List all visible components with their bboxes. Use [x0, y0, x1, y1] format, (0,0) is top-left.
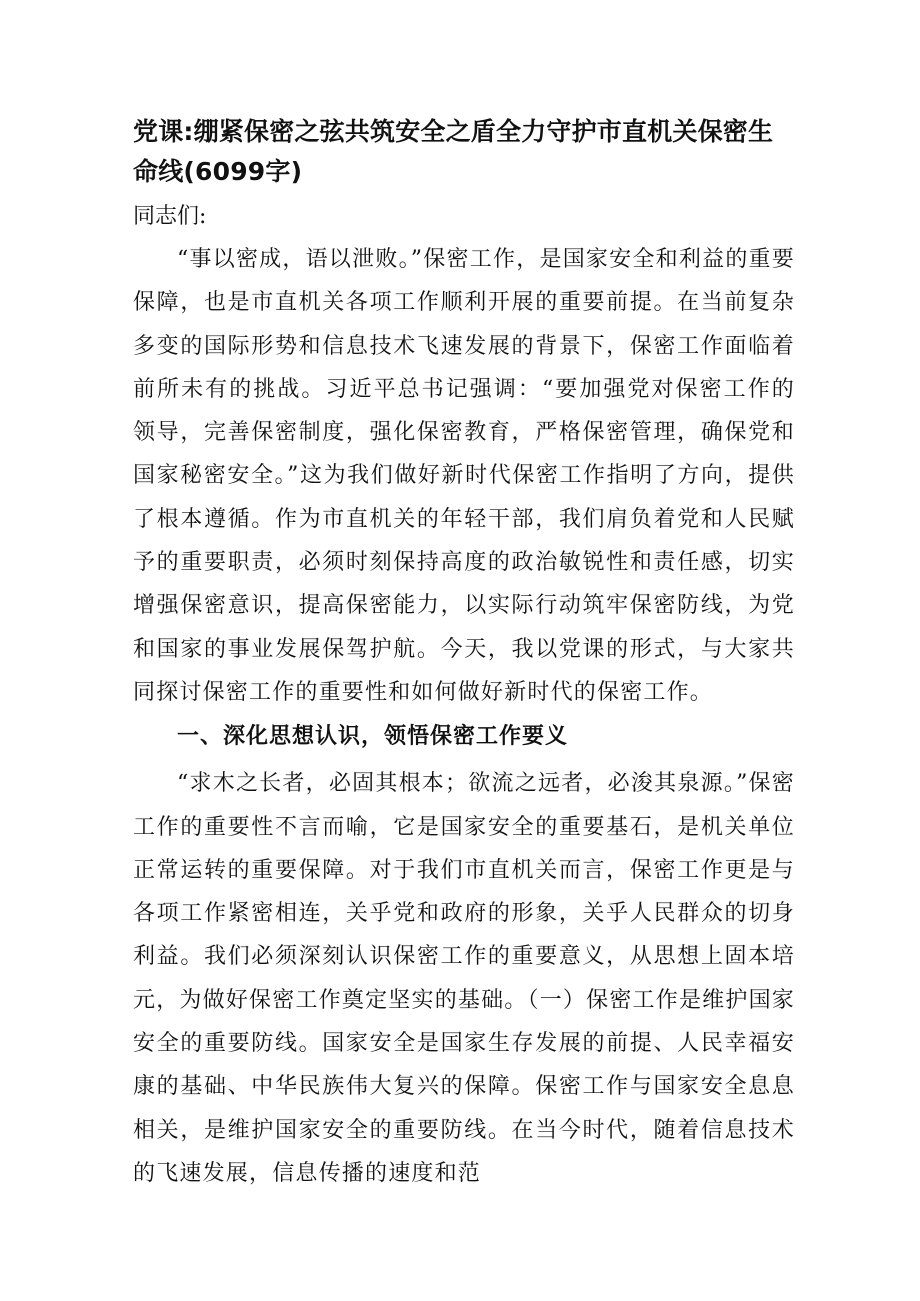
section-1-paragraph: “求木之长者，必固其根本；欲流之远者，必浚其泉源。”保密工作的重要性不言而喻，它是国家安全的重要基石，是机关单位正常运转的重要保障。对于我们市直机关而言，保密工作更是与各项工作紧密相连，关乎党和政府的形象，关乎人民群众的切身利益。我们必须深刻认识保密工作的重要意义，从思想上固本培元，为做好保密工作奠定坚实的基础。（一）保密工作是维护国家安全的重要防线。国家安全是国家生存发展的前提、人民幸福安康的基础、中华民族伟大复兴的保障。保密工作与国家安全息息相关，是维护国家安全的重要防线。在当今时代，随着信息技术的飞速发展，信息传播的速度和范 [133, 771, 795, 1186]
document-body [133, 112, 795, 1195]
section-heading-1: 一、深化思想认识，领悟保密工作要义 [177, 724, 569, 750]
intro-paragraph: “事以密成，语以泄败。”保密工作，是国家安全和利益的重要保障，也是市直机关各项工作顺利开展的重要前提。在当前复杂多变的国际形势和信息技术飞速发展的背景下，保密工作面临着前所未有的挑战。习近平总书记强调：“要加强党对保密工作的领导，完善保密制度，强化保密教育，严格保密管理，确保党和国家秘密安全。”这为我们做好新时代保密工作指明了方向，提供了根本遵循。作为市直机关的年轻干部，我们肩负着党和人民赋予的重要职责，必须时刻保持高度的政治敏锐性和责任感，切实增强保密意识，提高保密能力，以实际行动筑牢保密防线，为党和国家的事业发展保驾护航。今天，我以党课的形式，与大家共同探讨保密工作的重要性和如何做好新时代的保密工作。 [133, 247, 795, 705]
greeting: 同志们: [133, 204, 207, 229]
document-title: 党课:绷紧保密之弦共筑安全之盾全力守护市直机关保密生命线(6099字) [133, 117, 774, 186]
